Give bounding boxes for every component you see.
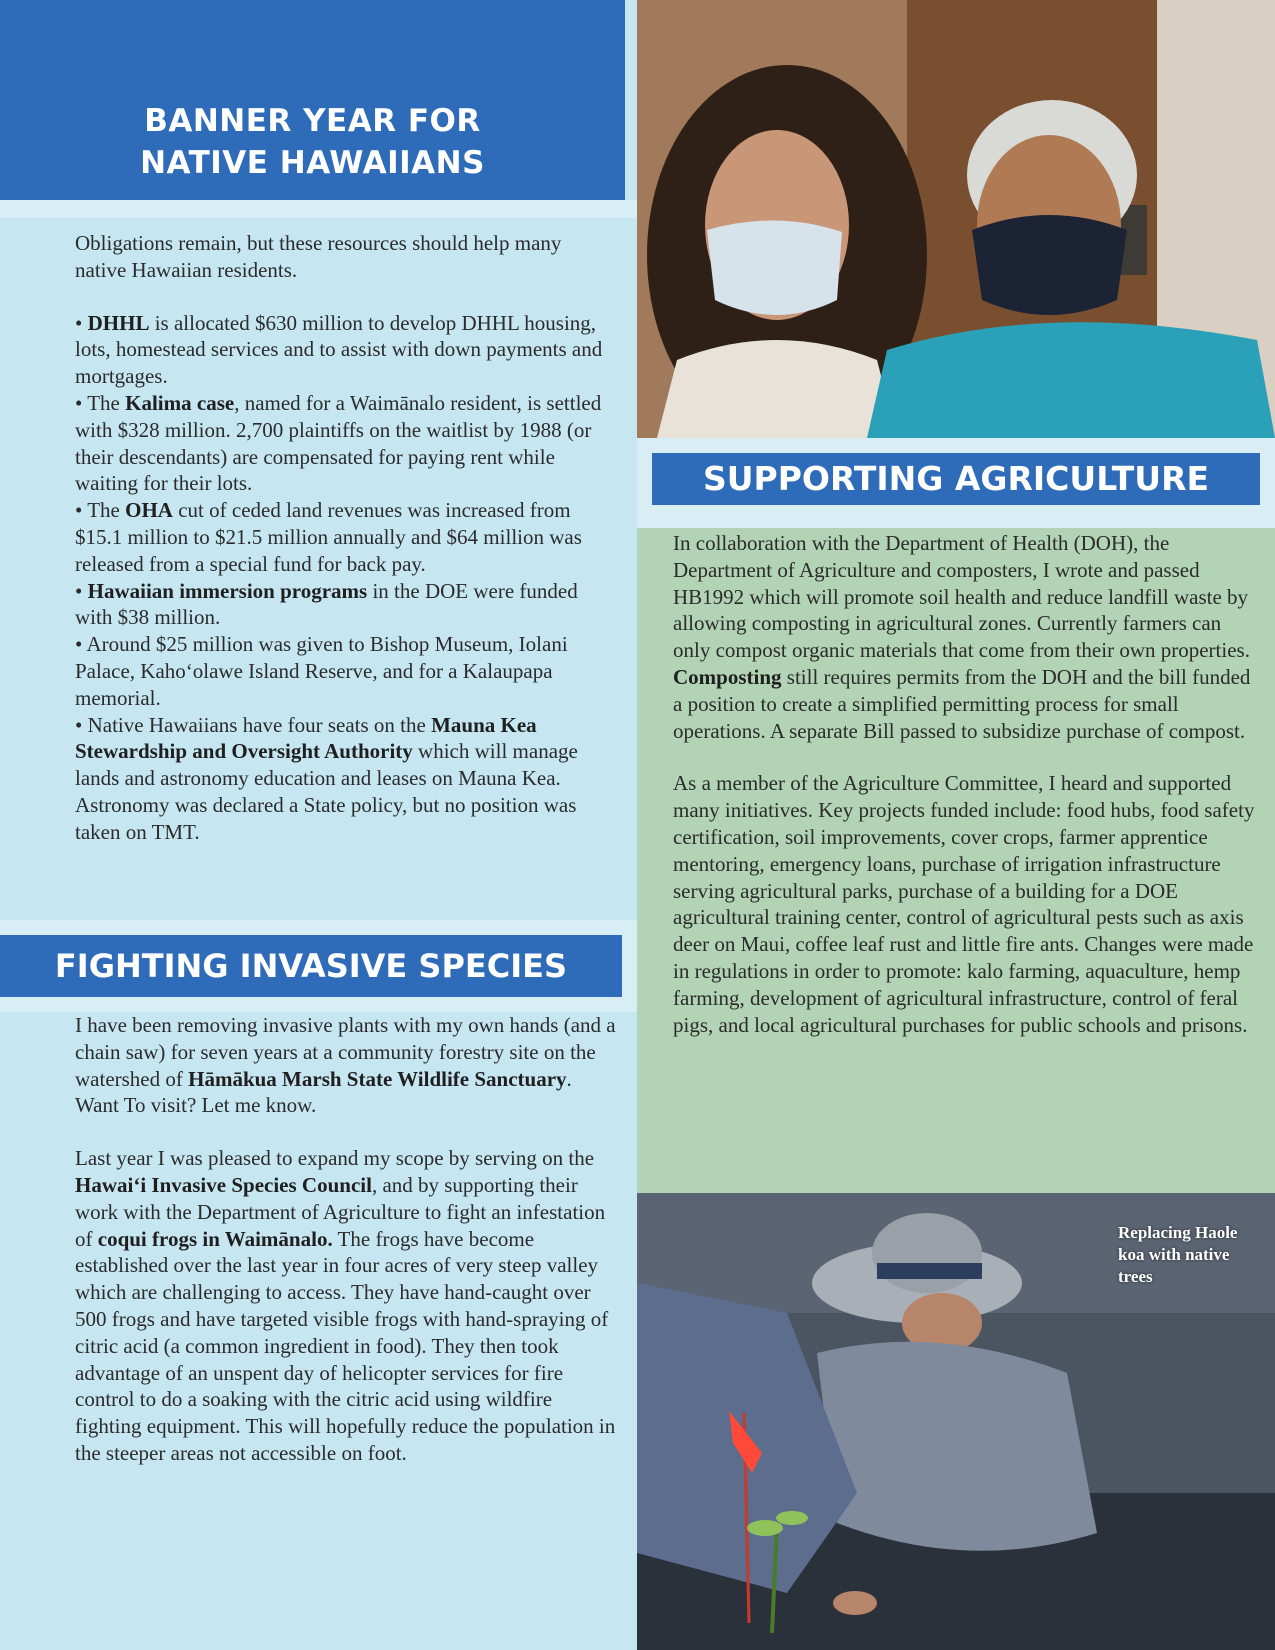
- item-text: •: [75, 578, 88, 603]
- list-item: [75, 712, 615, 846]
- photo-two-people-masks: [637, 0, 1275, 438]
- item-text: •: [75, 310, 88, 335]
- item-text: • The: [75, 390, 126, 415]
- banner-title-line2: NATIVE HAWAIIANS: [140, 145, 485, 181]
- invasive-paragraph-1: [75, 1012, 620, 1119]
- list-item: [75, 578, 615, 632]
- item-bold: OHA: [125, 498, 173, 523]
- item-bold: DHHL: [87, 310, 150, 335]
- banner-divider-strip: [0, 200, 637, 218]
- list-item: [75, 390, 615, 497]
- text-run: still requires permits from the DOH and the bill funded a position to create a simplified permitting process for small operations. A separate Bill passed to subsidize purchase of compost.: [673, 664, 1251, 743]
- text-run-bold: coqui frogs in Waimānalo.: [97, 1226, 333, 1251]
- banner-intro: Obligations remain, but these resources should help many native Hawaiian residents.: [75, 231, 562, 282]
- item-text: in the DOE were funded with $38 million.: [75, 578, 578, 630]
- text-run: Last year I was pleased to expand my scope by serving on the: [75, 1146, 595, 1171]
- agriculture-paragraph-2: As a member of the Agriculture Committee, I heard and supported many initiatives. Key projects funded include: food hubs, food safety certification, soil improvements, cover crops, farmer apprentice mentoring, emergency loans, purchase of irrigation infrastructure serving agricultural parks, purchase of a building for a DOE agricultural training center, control of agricultural pests such as axis deer on Maui, coffee leaf rust and little fire ants. Changes were made in regulations in order to promote: kalo farming, aquaculture, hemp farming, development of agricultural infrastructure, control of feral pigs, and local agricultural purchases for public schools and prisons.: [673, 771, 1255, 1037]
- item-text: cut of ceded land revenues was increased from $15.1 million to $21.5 million annually and $64 million was released from a special fund for back pay.: [75, 498, 582, 576]
- text-run-bold: Hawaiʻi Invasive Species Council: [75, 1172, 372, 1197]
- banner-title-line1: BANNER YEAR FOR: [144, 103, 481, 139]
- list-item: [75, 497, 615, 577]
- photo-caption: Replacing Haole koa with native trees: [1118, 1223, 1238, 1286]
- item-text: • Native Hawaiians have four seats on the: [75, 712, 432, 737]
- banner-section-body: [75, 230, 615, 846]
- list-item: [75, 310, 615, 390]
- item-text: , named for a Waimānalo resident, is settled with $328 million. 2,700 plaintiffs on the waitlist by 1988 (or their descendants) are compensated for paying rent while waiting for their lots.: [75, 390, 602, 496]
- item-bold: Kalima case: [125, 390, 235, 415]
- banner-section-title: [0, 100, 625, 184]
- item-text: • The: [75, 498, 126, 523]
- photo-illustration: [637, 0, 1275, 438]
- text-run-bold: Composting: [673, 664, 782, 689]
- list-item: [75, 631, 615, 711]
- invasive-section-title: [0, 935, 622, 997]
- item-bold: Hawaiian immersion programs: [87, 578, 368, 603]
- invasive-section-body: [75, 1012, 620, 1467]
- text-run: , and by supporting their work with the Department of Agriculture to fight an infestation of: [75, 1172, 606, 1251]
- text-run: I have been removing invasive plants with my own hands (and a chain saw) for seven years at a community forestry site on the watershed of: [75, 1013, 616, 1091]
- agriculture-paragraph-1: [673, 530, 1258, 744]
- item-text: which will manage lands and astronomy education and leases on Mauna Kea. Astronomy was declared a State policy, but no position was taken on TMT.: [75, 739, 578, 844]
- agriculture-section-title: SUPPORTING AGRICULTURE: [652, 453, 1260, 505]
- text-run: . Want To visit? Let me know.: [75, 1066, 572, 1118]
- invasive-title-text: FIGHTING INVASIVE SPECIES: [54, 947, 568, 985]
- agriculture-section-body: [673, 530, 1258, 1038]
- item-text: • Around $25 million was given to Bishop Museum, Iolani Palace, Kahoʻolawe Island Reserve, and for a Kalaupapa memorial.: [75, 632, 568, 710]
- text-run-bold: Hāmākua Marsh State Wildlife Sanctuary: [188, 1066, 567, 1091]
- text-run: The frogs have become established over the last year in four acres of very steep valley which are challenging to access. They have hand-caught over 500 frogs and have targeted visible frogs with hand-spraying of citric acid (a common ingredient in food). They then took advantage of an unspent day of helicopter services for fire control to do a soaking with the citric acid using wildfire fighting equipment. This will hopefully reduce the population in the steeper areas not accessible on foot.: [75, 1226, 616, 1465]
- invasive-paragraph-2: [75, 1145, 620, 1467]
- item-text: is allocated $630 million to develop DHHL housing, lots, homestead services and to assist with down payments and mortgages.: [75, 310, 603, 389]
- text-run: In collaboration with the Department of Health (DOH), the Department of Agriculture and composters, I wrote and passed HB1992 which will promote soil health and reduce landfill waste by allowing composting in agricultural zones. Currently farmers can only compost organic materials that come from their own properties.: [673, 531, 1250, 663]
- item-bold: Mauna Kea Stewardship and Oversight Authority: [75, 712, 537, 764]
